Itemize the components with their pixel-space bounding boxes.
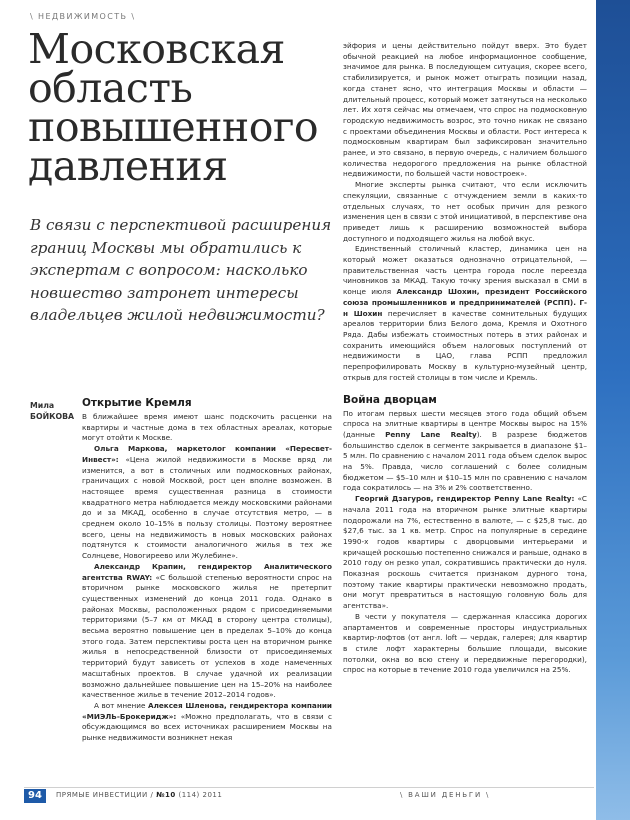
- paragraph-text: По итогам первых шести месяцев этого года общий объем спроса на элитные квартиры в центре Москвы вырос на 15% (данные: [343, 408, 587, 439]
- quote-speaker: Алексея Шленова, гендиректора компании «МИЭЛЬ-Брокеридж»:: [82, 700, 332, 721]
- paragraph: В ближайшее время имеют шанс подскочить расценки на квартиры и частные дома в тех областных ареалах, которые могут отойти к Москве.: [82, 412, 332, 443]
- paragraph: [343, 244, 587, 383]
- quote-speaker: Георгий Дзагуров, гендиректор Penny Lane Realty:: [355, 494, 575, 504]
- quote-text: «Можно предполагать, что в связи с обсуждающимся во всех источниках расширением Москвы на рынке недвижимости возникнет некая: [82, 711, 332, 743]
- quote-speaker: Александр Крапин, гендиректор Аналитического агентства RWAY:: [82, 561, 332, 582]
- quote-text: «С большой степенью вероятности спрос на вторичном рынке московского жилья не претерпит существенных изменений до конца 2011 года. Однако в районах Москвы, расположенных рядом с присоединяемыми территориями (5–7 км от МКАД в сторону центра столицы), весьма вероятно повышение цен в пределах 5–10% до конца этого года. Затем перспективы роста цен на вторичном рынке жилья в непосредственной близости от присоединяемых территорий будут зависеть от успехов в ходе намеченных масштабных проектов. В случае удачной их реализации возможно дальнейшее повышение цен на 15–20% на наиболее качественное жилье в течение 2012–2014 годов».: [82, 572, 332, 700]
- section-heading-kremlin: Открытие Кремля: [82, 397, 192, 409]
- issue-year: (114) 2011: [175, 791, 223, 799]
- page-number: 94: [24, 789, 46, 803]
- quote-intro: А вот мнение: [94, 700, 148, 710]
- issue-number: №10: [156, 791, 176, 799]
- paragraph-text: ). В разрезе бюджетов большинство сделок в сегменте закрывается в диапазоне $1–5 млн. По сравнению с началом 2011 года объем сделок вырос на 5%. Правда, число соглашений с более солидным бюджетом — $5–10 млн и $10–15 млн по сравнению с началом года сократилось — на 3% и 2% соответственно.: [343, 429, 587, 493]
- paragraph: эйфория и цены действительно пойдут вверх. Это будет обычной реакцией на любое информационное сообщение, значимое для рынка. В последующем ситуация, скорее всего, стабилизируется, и рынок может отыграть позиции назад, когда станет ясно, что интеграция Москвы и области — длительный процесс, который может затянуться на несколько лет. Их хотя сейчас мы отмечаем, что спрос на подмосковную городскую недвижимость возрос, это точно никак не связано с проектами объединения Москвы и области. Рост интереса к подмосковным квартирам был зафиксирован значительно ранее, и это связано, в первую очередь, с наличием большого количества недорогого предложения на рынке областной недвижимости, по большей части новостроек».: [343, 41, 587, 179]
- footer-divider: [24, 787, 594, 788]
- article-title: Московская область повышенного давления: [28, 25, 319, 190]
- author-first-name: Мила: [30, 401, 55, 410]
- author-last-name: БОЙКОВА: [30, 412, 75, 421]
- paragraph-text: Единственный столичный кластер, динамика цен на который может оказаться однозначно отрицательной, — правительственная часть центра города после переезда чиновников за МКАД. Такую точку зрения высказал в СМИ в конце июля: [343, 244, 587, 297]
- quote-speaker: Александр Шохин, президент Российского союза промышленников и предпринимателей (РСПП). Г-н Шохин: [343, 287, 587, 318]
- column-right: [343, 41, 587, 676]
- quote-text: «С начала 2011 года на вторичном рынке элитные квартиры подорожали на 7%, естественно в валюте, — с $25,8 тыс. до $27,6 тыс. за 1 кв. метр. Спрос на популярные в середине 1990-х годов квартиры с дворцовыми интерьерами и кричащей роскошью постепенно снижался и раньше, однако в 2010 году он резко упал, сократившись практически до нуля. Показная роскошь считается признаком дурного тона, поэтому такие квартиры практически невозможно продать, они могут превратиться в настоящую головную боль для агентства».: [343, 494, 587, 611]
- paragraph: В чести у покупателя — сдержанная классика дорогих апартаментов и современные просторы индустриальных квартир-лофтов (от англ. loft — чердак, галерея; для квартир в стиле лофт характерны большие площади, высокие потолки, окна во всю стену и передвижные перегородки), спрос на которые в течение 2010 года увеличился на 25%.: [343, 611, 587, 675]
- section-tag: \ НЕДВИЖИМОСТЬ \: [30, 12, 136, 21]
- section-heading-palaces: Война дворцам: [343, 393, 437, 406]
- author-byline: [30, 400, 80, 422]
- publication-info: [56, 791, 222, 799]
- paragraph: Многие эксперты рынка считают, что если исключить спекуляции, связанные с отчуждением земли в каких-то отдельных случаях, то нет особых причин для резкого изменения цен в связи с этой инициативой, в перспективе она приведет лишь к расширению возможностей выбора доступного и подходящего жилья на любой вкус.: [343, 180, 587, 243]
- paragraph: [82, 701, 332, 744]
- paragraph: [82, 562, 332, 701]
- paragraph-text: перечисляет в качестве сомнительных будущих ареалов территории близ Белого дома, Кремля и Охотного Ряда. Дабы избежать стоимостных потерь в этих районах и сохранить имеющийся объем налоговых поступлений от недвижимости в ЦАО, глава РСПП предложил перепрофилировать Москву в культурно-музейный центр, открыв для гостей столицы в том числе и Кремль.: [343, 308, 587, 382]
- section-brand: \ ВАШИ ДЕНЬГИ \: [400, 791, 491, 799]
- article-lead: В связи с перспективой расширения границ Москвы мы обратились к экспертам с вопросом: насколько новшество затронет интересы владельцев жилой недвижимости?: [30, 216, 332, 324]
- quote-speaker: Ольга Маркова, маркетолог компании «Пересвет-Инвест»:: [82, 444, 332, 464]
- paragraph: [343, 494, 587, 612]
- decorative-sidebar: [596, 0, 630, 820]
- quote-text: «Цена жилой недвижимости в Москве вряд ли изменится, а вот в столичных или подмосковных районах, граничащих с новой Москвой, рост цен вполне возможен. В настоящее время существенная разница в стоимости квадратного метра наблюдается между московскими районами до и за МКАД, особенно в случае отсутствия метро, — в среднем около 10–15% в пользу столицы. Поэтому вероятнее всего, цены на недвижимость в новых московских районах подтянутся к стоимости аналогичного жилья в тех же Солнцеве, Новогиреево или Жулебине».: [82, 454, 332, 561]
- publication-name: ПРЯМЫЕ ИНВЕСТИЦИИ /: [56, 791, 157, 799]
- company-name: Penny Lane Realty: [385, 429, 477, 439]
- column-left: [82, 397, 332, 744]
- paragraph: [82, 444, 332, 562]
- paragraph: [343, 409, 587, 495]
